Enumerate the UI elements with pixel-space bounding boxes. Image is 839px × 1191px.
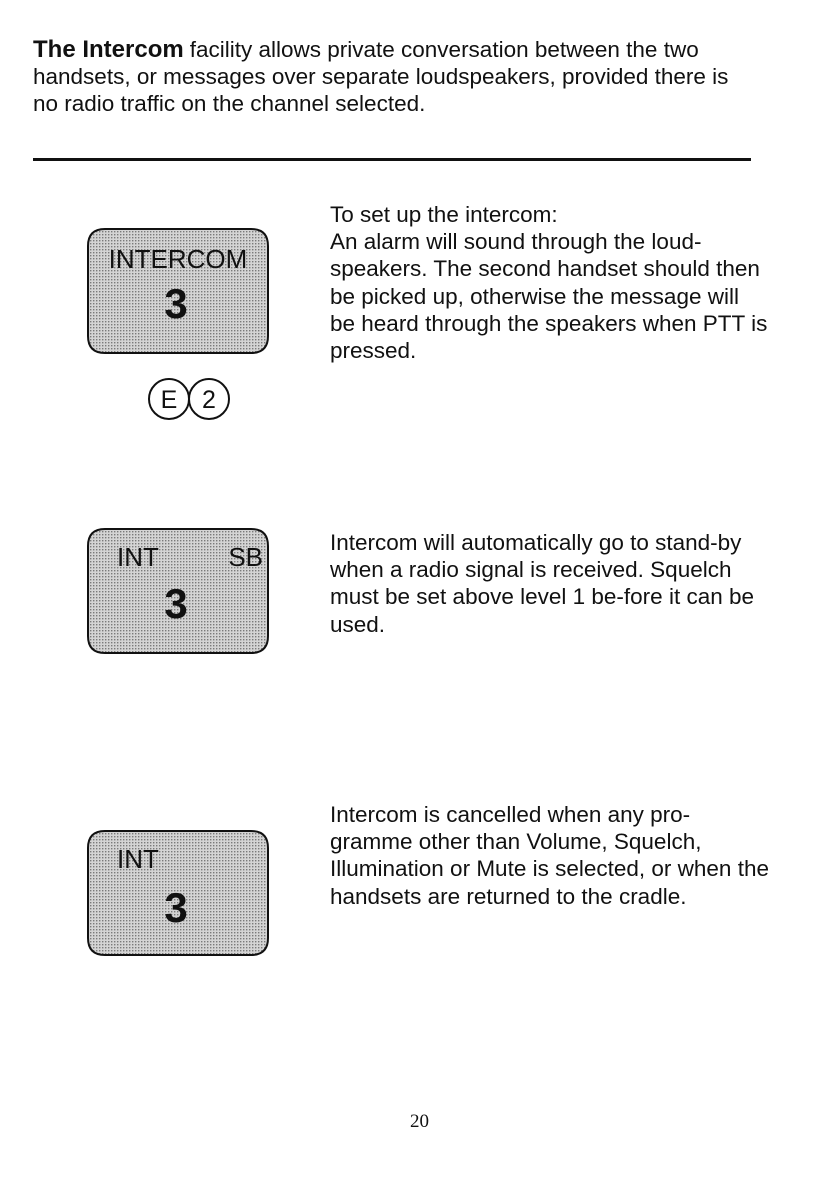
key-e-label: E [160, 386, 178, 414]
section-cancel-text [330, 801, 770, 910]
intro-paragraph [33, 36, 753, 117]
display-channel: 3 [164, 280, 188, 327]
section-setup-text [330, 201, 770, 364]
section-standby-text [330, 529, 770, 638]
standby-description: Intercom will automatically go to stand-by when a radio signal is received. Squelch must be set above level 1 be-fore it can be used. [330, 530, 754, 637]
display-right-label: SB [228, 542, 263, 572]
display-left-label: INT [117, 844, 159, 874]
display-channel: 3 [164, 580, 188, 627]
setup-heading: To set up the intercom: [330, 202, 558, 227]
display-left-label: INTERCOM [108, 244, 248, 274]
page-number: 20 [410, 1111, 429, 1132]
display-channel: 3 [164, 884, 188, 931]
lcd-display-intercom [87, 228, 269, 354]
display-left-label: INT [117, 542, 159, 572]
two-key-icon [189, 379, 229, 419]
cancel-description: Intercom is cancelled when any pro-gramme other than Volume, Squelch, Illumination or Mute is selected, or when the handsets are returned to the cradle. [330, 802, 769, 909]
e-key-icon [149, 379, 189, 419]
setup-description: An alarm will sound through the loud-speakers. The second handset should then be picked up, otherwise the message will be heard through the speakers when PTT is pressed. [330, 229, 768, 364]
intro-body: facility allows private conversation between the two handsets, or messages over separate loudspeakers, provided there is no radio traffic on the channel selected. [33, 37, 729, 116]
key-sequence [145, 369, 265, 427]
key-2-label: 2 [202, 386, 216, 414]
lcd-display-int-sb [87, 528, 269, 654]
horizontal-rule [33, 158, 751, 161]
lcd-display-int [87, 830, 269, 956]
intro-lead: The Intercom [33, 36, 184, 63]
